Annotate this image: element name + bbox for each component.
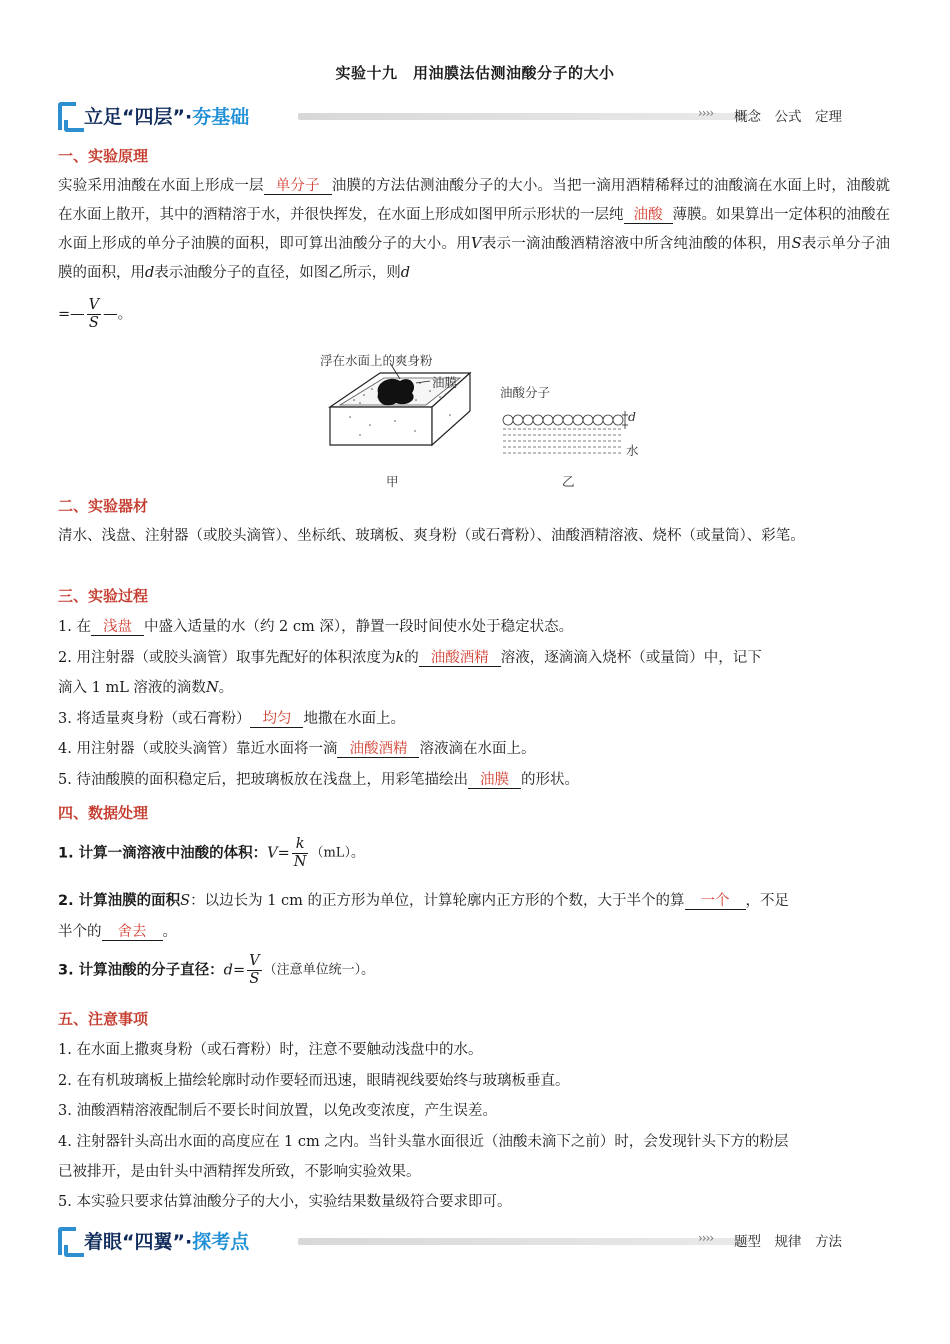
procedure-step-5 <box>58 770 898 790</box>
text: = <box>277 845 290 862</box>
page-title: 实验十九 用油膜法估测油酸分子的大小 <box>335 64 615 82</box>
answer-blank: 舍去 <box>102 924 163 941</box>
variable: k <box>395 650 405 666</box>
figure-label-d: d <box>628 409 637 424</box>
note-5: 5. 本实验只要求估算油酸分子的大小，实验结果数量级符合要求即可。 <box>58 1194 512 1210</box>
fraction-numerator: V <box>88 297 100 313</box>
materials-paragraph: 清水、浅盘、注射器（或胶头滴管）、坐标纸、玻璃板、爽身粉（或石膏粉）、油酸酒精溶液、烧杯（或量筒）、彩笔。 <box>58 528 805 544</box>
section-heading-notes: 五、注意事项 <box>58 1010 149 1028</box>
text: 实验采用油酸在水面上形成一层 <box>58 178 264 194</box>
variable: d <box>223 962 233 979</box>
text: 中盛入适量的水（约 2 cm 深），静置一段时间使水处于稳定状态。 <box>143 619 574 635</box>
variable: S <box>180 893 191 909</box>
answer-blank: 均匀 <box>250 711 303 728</box>
principle-formula <box>58 297 898 332</box>
banner-tags: 题型 规律 方法 <box>734 1234 842 1250</box>
banner-title-main: 着眼“四翼” <box>84 1231 185 1253</box>
variable: V <box>267 845 278 862</box>
section-heading-materials: 二、实验器材 <box>58 497 149 515</box>
text: 的 <box>404 650 419 666</box>
chevrons-icon: ›››› <box>698 106 714 120</box>
item-number: 3 <box>58 962 69 979</box>
chevrons-icon: ›››› <box>698 1231 714 1245</box>
section-heading-data: 四、数据处理 <box>58 804 149 822</box>
bracket-corner-icon <box>64 120 84 132</box>
banner-title-dot: · <box>184 106 193 128</box>
procedure-step-4 <box>58 739 898 759</box>
banner-title-accent: 夯基础 <box>192 106 250 128</box>
section-heading-principle: 一、实验原理 <box>58 147 149 165</box>
banner-divider-bar <box>298 1238 748 1245</box>
fraction-denominator: N <box>293 854 307 870</box>
fraction-numerator: V <box>249 953 260 969</box>
text: 半个的 <box>58 924 102 940</box>
item-number: 2 <box>58 893 69 909</box>
banner-title-dot: · <box>184 1231 193 1253</box>
data-item-3 <box>58 953 898 988</box>
text: （mL）。 <box>310 845 364 861</box>
text: 的形状。 <box>520 772 579 788</box>
variable: d <box>400 265 411 281</box>
section-banner-exam-points <box>58 1225 858 1259</box>
fraction-denominator: S <box>88 315 99 331</box>
text: 。 <box>162 924 177 940</box>
data-item-2-cont <box>58 922 898 942</box>
principle-paragraph <box>58 172 890 288</box>
variable: S <box>791 236 802 252</box>
figure-label-powder: 浮在水面上的爽身粉 <box>320 353 433 368</box>
note-4-cont: 已被排开，是由针头中酒精挥发所致，不影响实验效果。 <box>58 1164 421 1180</box>
text: = <box>232 962 246 979</box>
figure-label-water: 水 <box>626 443 639 458</box>
text: （注意单位统一）。 <box>263 962 375 978</box>
banner-divider-bar <box>298 113 748 120</box>
note-4: 4. 注射器针头高出水面的高度应在 1 cm 之内。当针头靠水面很近（油酸未滴下之前）时，会发现针头下方的粉层 <box>58 1134 789 1150</box>
answer-blank: 一个 <box>685 893 746 910</box>
text: 地撒在水面上。 <box>303 711 405 727</box>
variable: N <box>205 680 219 696</box>
text: 滴入 1 mL 溶液的滴数 <box>58 680 206 696</box>
procedure-step-3 <box>58 709 898 729</box>
note-1: 1. 在水面上撒爽身粉（或石膏粉）时，注意不要触动浅盘中的水。 <box>58 1042 483 1058</box>
procedure-step-1 <box>58 617 898 637</box>
data-item-2 <box>58 891 898 911</box>
answer-blank: 油膜 <box>468 772 521 789</box>
banner-title <box>84 102 249 129</box>
figure-caption-b: 乙 <box>562 474 575 489</box>
section-banner-foundation <box>58 100 858 134</box>
answer-blank: 单分子 <box>264 178 332 195</box>
bracket-corner-icon <box>64 1245 84 1257</box>
experiment-figure <box>320 345 660 495</box>
note-3: 3. 油酸酒精溶液配制后不要长时间放置，以免改变浓度，产生误差。 <box>58 1103 497 1119</box>
answer-blank: 油酸酒精 <box>419 650 501 667</box>
text: 溶液，逐滴滴入烧杯（或量筒）中，记下 <box>500 650 762 666</box>
text: 表示单分子油膜的面积，用 <box>58 236 891 281</box>
procedure-step-2 <box>58 648 898 668</box>
text: ，不足 <box>745 893 790 909</box>
item-title: . 计算一滴溶液中油酸的体积： <box>68 845 268 862</box>
text: 。 <box>218 680 234 696</box>
text: 油膜的方法估测油酸分子的大小。当把一滴用酒精稀释过的油酸滴在水面上时，油酸就在水面上散开，其中的酒精溶于水，并很快挥发，在水面上形成如图甲所示形状的一层纯 <box>58 178 891 223</box>
item-title: . 计算油酸的分子直径： <box>68 962 224 979</box>
banner-title <box>84 1227 249 1254</box>
answer-blank: 油酸 <box>624 207 673 224</box>
text: ：以边长为 1 cm 的正方形为单位，计算轮廓内正方形的个数，大于半个的算 <box>190 893 685 909</box>
item-number: 1 <box>58 845 69 862</box>
text: 3. 将适量爽身粉（或石膏粉） <box>58 711 251 727</box>
text: 4. 用注射器（或胶头滴管）靠近水面将一滴 <box>58 741 338 757</box>
text: 表示油酸分子的直径，如图乙所示，则 <box>154 265 401 281</box>
section-heading-procedure: 三、实验过程 <box>58 587 149 605</box>
procedure-step-2-cont <box>58 678 898 698</box>
text: 表示一滴油酸酒精溶液中所含纯油酸的体积，用 <box>481 236 792 252</box>
text: 1. 在 <box>58 619 91 635</box>
data-item-1 <box>58 836 898 871</box>
figure-caption-a: 甲 <box>386 474 399 489</box>
text: —。 <box>103 306 133 323</box>
figure-label-molecule: 油酸分子 <box>500 385 551 400</box>
formula-fraction <box>292 836 309 871</box>
fraction-numerator: k <box>292 836 309 854</box>
banner-tags: 概念 公式 定理 <box>734 109 842 125</box>
formula-fraction <box>87 297 101 332</box>
text: =— <box>58 306 85 323</box>
text: 溶液滴在水面上。 <box>419 741 536 757</box>
variable: V <box>471 236 482 252</box>
figure-label-film: 油膜 <box>432 375 458 390</box>
text: 薄膜。如果算出一定体积的油酸在水面上形成的单分子油膜的面积，即可算出油酸分子的大小。用 <box>58 207 890 252</box>
item-title: . 计算油膜的面积 <box>68 893 181 909</box>
note-2: 2. 在有机玻璃板上描绘轮廓时动作要轻而迅速，眼睛视线要始终与玻璃板垂直。 <box>58 1073 570 1089</box>
text: 5. 待油酸膜的面积稳定后，把玻璃板放在浅盘上，用彩笔描绘出 <box>58 772 468 788</box>
banner-title-main: 立足“四层” <box>84 106 185 128</box>
formula-fraction <box>247 953 261 988</box>
answer-blank: 油酸酒精 <box>337 741 419 758</box>
variable: d <box>145 265 155 281</box>
fraction-denominator: S <box>249 971 260 987</box>
answer-blank: 浅盘 <box>91 619 144 636</box>
text: 2. 用注射器（或胶头滴管）取事先配好的体积浓度为 <box>58 650 396 666</box>
banner-title-accent: 探考点 <box>192 1231 250 1253</box>
